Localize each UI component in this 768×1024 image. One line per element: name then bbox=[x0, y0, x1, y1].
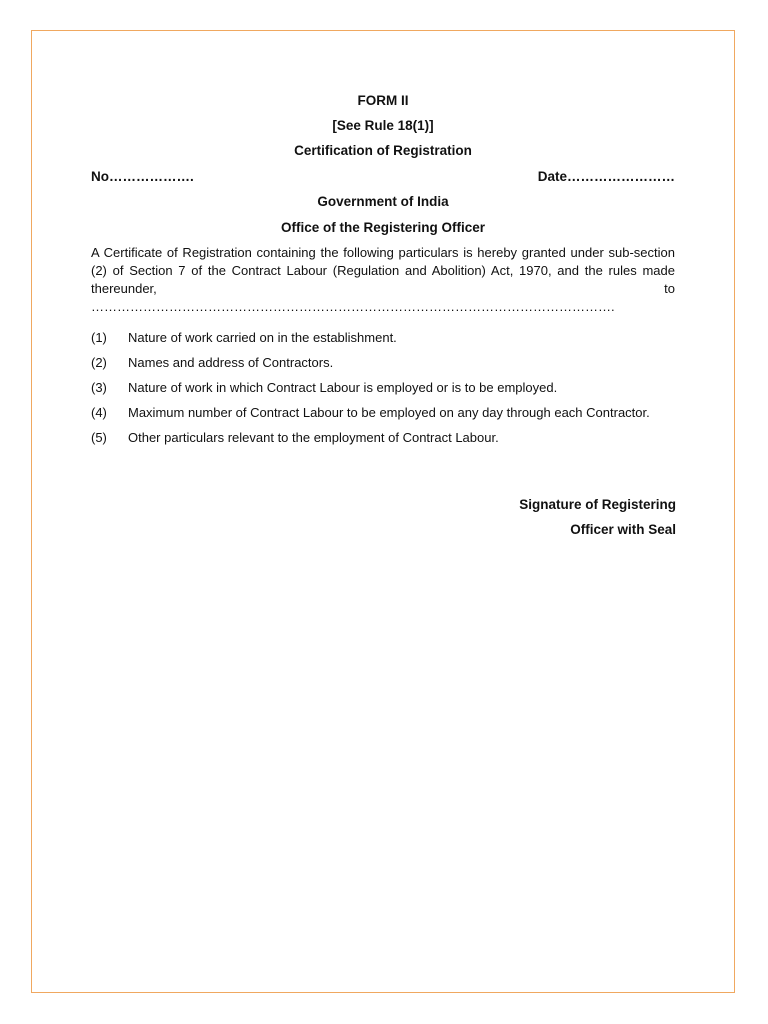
number-date-row bbox=[91, 168, 675, 186]
number-field: No………………. bbox=[91, 169, 194, 184]
list-item bbox=[91, 329, 675, 347]
list-item bbox=[91, 379, 675, 397]
item-number: (5) bbox=[91, 430, 107, 445]
signature-line-1: Signature of Registering bbox=[519, 497, 676, 512]
item-number: (3) bbox=[91, 380, 107, 395]
item-number: (4) bbox=[91, 405, 107, 420]
item-text: Maximum number of Contract Labour to be employed on any day through each Contractor. bbox=[128, 405, 650, 420]
certificate-heading: Certification of Registration bbox=[294, 143, 472, 158]
list-item bbox=[91, 404, 675, 422]
form-title: FORM II bbox=[357, 93, 409, 108]
signature-line-2: Officer with Seal bbox=[570, 522, 676, 537]
list-item bbox=[91, 429, 675, 447]
item-text: Nature of work in which Contract Labour is employed or is to be employed. bbox=[128, 380, 558, 395]
item-text: Nature of work carried on in the establishment. bbox=[128, 330, 397, 345]
list-item bbox=[91, 354, 675, 372]
signature-block bbox=[519, 496, 676, 539]
intro-paragraph: A Certificate of Registration containing the following particulars is hereby granted under sub-section (2) of Section 7 of the Contract Labour (Regulation and Abolition) Act, 1970, and the rules made thereunder, to …………………………………………………………………………………………………………. bbox=[91, 245, 675, 314]
office-heading: Office of the Registering Officer bbox=[280, 220, 486, 235]
document-body bbox=[91, 92, 675, 454]
item-number: (1) bbox=[91, 330, 107, 345]
particulars-list bbox=[91, 329, 675, 447]
item-number: (2) bbox=[91, 355, 107, 370]
rule-reference: [See Rule 18(1)] bbox=[332, 118, 434, 133]
item-text: Other particulars relevant to the employment of Contract Labour. bbox=[128, 430, 499, 445]
government-heading: Government of India bbox=[317, 194, 449, 209]
date-field: Date…………………… bbox=[537, 169, 675, 184]
item-text: Names and address of Contractors. bbox=[128, 355, 334, 370]
